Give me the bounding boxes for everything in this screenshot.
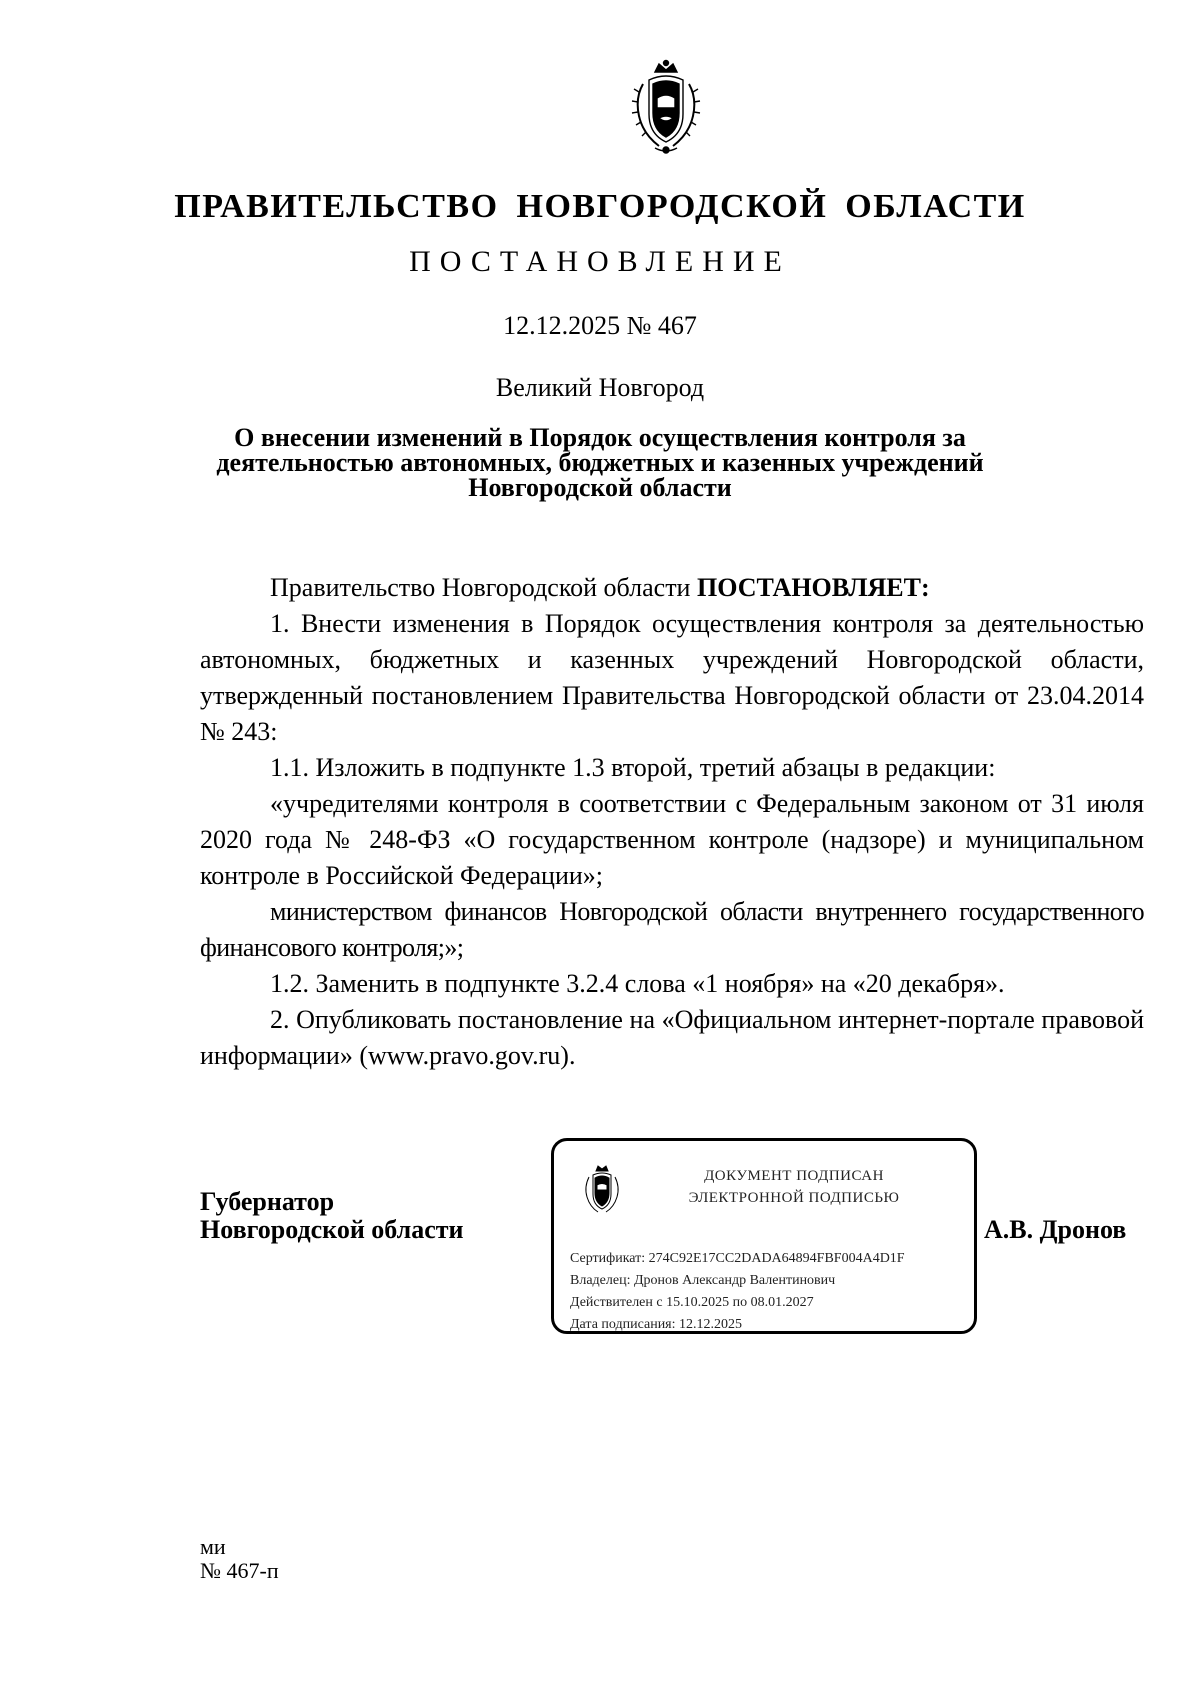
subject-line: О внесении изменений в Порядок осуществления контроля за (234, 423, 966, 452)
document-footer (200, 1535, 279, 1583)
footer-number: № 467-п (200, 1558, 279, 1583)
coat-of-arms-icon (582, 1163, 622, 1217)
stamp-validity: Действителен с 15.10.2025 по 08.01.2027 (570, 1295, 814, 1310)
stamp-header (644, 1165, 944, 1209)
stamp-header-line: ДОКУМЕНТ ПОДПИСАН (704, 1168, 884, 1184)
document-body-items (200, 606, 1144, 1074)
paragraph-1: 1. Внести изменения в Порядок осуществления контроля за деятельностью автономных, бюджетных и казенных учреждений Новгородской области, утвержденный постановлением Правительства Новгородской области от 23.04.2014 № 243: (200, 609, 1144, 746)
quote-paragraph-1: «учредителями контроля в соответствии с Федеральным законом от 31 июля 2020 года № 248-ФЗ «О государственном контроле (надзоре) и муниципальном контроле в Российской Федерации»; (200, 789, 1144, 890)
electronic-signature-stamp (551, 1138, 977, 1334)
footer-initials: ми (200, 1534, 226, 1559)
document-body (200, 570, 1144, 606)
stamp-details (570, 1248, 905, 1336)
document-date-number: 12.12.2025 № 467 (503, 311, 697, 340)
signatory-title-line: Новгородской области (200, 1215, 464, 1244)
paragraph-1-2: 1.2. Заменить в подпункте 3.2.4 слова «1 ноября» на «20 декабря». (270, 969, 1005, 998)
document-place: Великий Новгород (495, 373, 705, 402)
stamp-owner: Владелец: Дронов Александр Валентинович (570, 1273, 836, 1288)
paragraph-2: 2. Опубликовать постановление на «Официальном интернет-портале правовой информации» (www.pravo.gov.ru). (200, 1005, 1144, 1070)
document-subject (200, 425, 1000, 500)
stamp-certificate: Сертификат: 274C92E17CC2DADA64894FBF004A4D1F (570, 1251, 905, 1266)
signatory-name: А.В. Дронов (984, 1215, 1127, 1244)
organization-title: ПРАВИТЕЛЬСТВО НОВГОРОДСКОЙ ОБЛАСТИ (174, 188, 1026, 225)
stamp-signed-date: Дата подписания: 12.12.2025 (570, 1317, 743, 1332)
signatory-title-line: Губернатор (200, 1187, 335, 1216)
subject-line: Новгородской области (468, 473, 732, 502)
coat-of-arms-icon (629, 58, 703, 156)
stamp-header-line: ЭЛЕКТРОННОЙ ПОДПИСЬЮ (688, 1190, 900, 1206)
intro-paragraph (200, 570, 1144, 606)
subject-line: деятельностью автономных, бюджетных и казенных учреждений (216, 448, 984, 477)
document-type: ПОСТАНОВЛЕНИЕ (409, 245, 791, 278)
signatory-title (200, 1188, 464, 1244)
intro-text: Правительство Новгородской области (270, 573, 691, 602)
intro-decree-word: ПОСТАНОВЛЯЕТ: (696, 573, 930, 602)
quote-paragraph-2: министерством финансов Новгородской области внутреннего государственного финансового контроля;»; (200, 897, 1144, 962)
paragraph-1-1: 1.1. Изложить в подпункте 1.3 второй, третий абзацы в редакции: (270, 753, 996, 782)
